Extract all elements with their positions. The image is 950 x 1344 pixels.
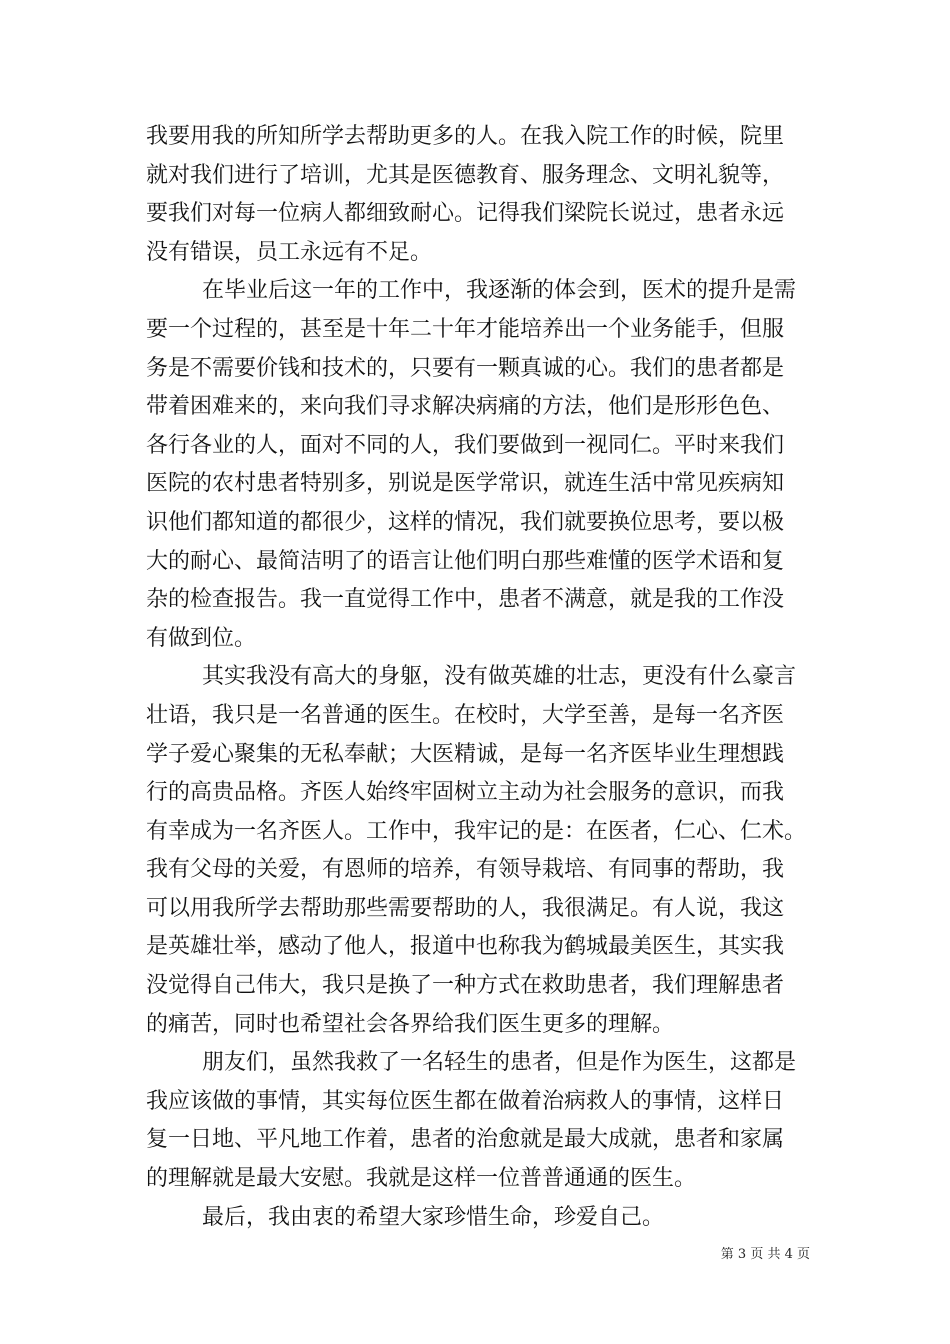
- text-line: 是英雄壮举，感动了他人，报道中也称我为鹤城最美医生，其实我: [146, 934, 785, 960]
- text-line: 壮语，我只是一名普通的医生。在校时，大学至善，是每一名齐医: [146, 702, 785, 728]
- text-line: 最后，我由衷的希望大家珍惜生命，珍爱自己。: [202, 1204, 665, 1230]
- text-line: 就对我们进行了培训，尤其是医德教育、服务理念、文明礼貌等，: [146, 162, 785, 188]
- text-line: 有幸成为一名齐医人。工作中，我牢记的是：在医者，仁心、仁术。: [146, 818, 807, 844]
- text-line: 复一日地、平凡地工作着，患者的治愈就是最大成就，患者和家属: [146, 1127, 785, 1153]
- text-line: 杂的检查报告。我一直觉得工作中，患者不满意，就是我的工作没: [146, 587, 785, 613]
- text-line: 朋友们，虽然我救了一名轻生的患者，但是作为医生，这都是: [202, 1050, 797, 1076]
- paragraph-3: [146, 658, 811, 1044]
- text-line: 各行各业的人，面对不同的人，我们要做到一视同仁。平时来我们: [146, 432, 785, 458]
- text-line: 其实我没有高大的身躯，没有做英雄的壮志，更没有什么豪言: [202, 664, 797, 690]
- text-line: 带着困难来的，来向我们寻求解决病痛的方法，他们是形形色色、: [146, 394, 785, 420]
- text-line: 识他们都知道的都很少，这样的情况，我们就要换位思考，要以极: [146, 509, 785, 535]
- document-body: [146, 118, 811, 1237]
- text-line: 没有错误，员工永远有不足。: [146, 239, 433, 265]
- text-line: 我应该做的事情，其实每位医生都在做着治病救人的事情，这样日: [146, 1088, 785, 1114]
- text-line: 没觉得自己伟大，我只是换了一种方式在救助患者，我们理解患者: [146, 973, 785, 999]
- paragraph-2: [146, 272, 811, 658]
- text-line: 在毕业后这一年的工作中，我逐渐的体会到，医术的提升是需: [202, 278, 797, 304]
- text-line: 大的耐心、最简洁明了的语言让他们明白那些难懂的医学术语和复: [146, 548, 785, 574]
- text-line: 可以用我所学去帮助那些需要帮助的人，我很满足。有人说，我这: [146, 895, 785, 921]
- text-line: 要我们对每一位病人都细致耐心。记得我们梁院长说过，患者永远: [146, 201, 785, 227]
- text-line: 医院的农村患者特别多，别说是医学常识，就连生活中常见疾病知: [146, 471, 785, 497]
- text-line: 要一个过程的，甚至是十年二十年才能培养出一个业务能手，但服: [146, 316, 785, 342]
- text-line: 有做到位。: [146, 625, 257, 651]
- text-line: 行的高贵品格。齐医人始终牢固树立主动为社会服务的意识，而我: [146, 780, 785, 806]
- text-line: 我有父母的关爱，有恩师的培养，有领导栽培、有同事的帮助，我: [146, 857, 785, 883]
- text-line: 的理解就是最大安慰。我就是这样一位普普通通的医生。: [146, 1166, 697, 1192]
- text-line: 的痛苦，同时也希望社会各界给我们医生更多的理解。: [146, 1011, 675, 1037]
- page-number: 第 3 页 共 4 页: [720, 1247, 810, 1262]
- text-line: 务是不需要价钱和技术的，只要有一颗真诚的心。我们的患者都是: [146, 355, 785, 381]
- text-line: 我要用我的所知所学去帮助更多的人。在我入院工作的时候，院里: [146, 124, 785, 149]
- paragraph-5: [146, 1199, 811, 1238]
- text-line: 学子爱心聚集的无私奉献；大医精诚，是每一名齐医毕业生理想践: [146, 741, 785, 767]
- paragraph-1: [146, 118, 811, 272]
- paragraph-4: [146, 1044, 811, 1198]
